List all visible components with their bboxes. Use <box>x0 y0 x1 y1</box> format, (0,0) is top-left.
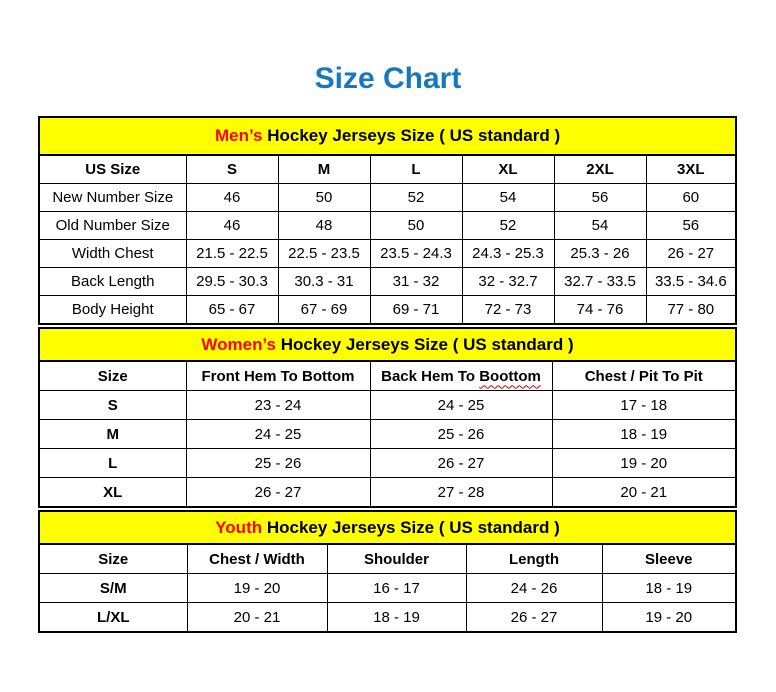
size-tables <box>38 116 735 633</box>
section-header-highlight: Youth <box>215 517 263 537</box>
value-cell: 21.5 - 22.5 <box>186 240 278 268</box>
value-cell: 26 - 27 <box>646 240 736 268</box>
value-cell: 52 <box>462 212 554 240</box>
column-header: S <box>186 155 278 184</box>
value-cell: 33.5 - 34.6 <box>646 268 736 296</box>
value-cell: 46 <box>186 184 278 212</box>
column-header: Sleeve <box>602 544 736 574</box>
table-row <box>39 603 736 633</box>
column-header-row <box>39 155 736 184</box>
value-cell: 74 - 76 <box>554 296 646 325</box>
row-label: M <box>39 420 186 449</box>
section-header-womens <box>39 328 736 361</box>
table-row <box>39 574 736 603</box>
value-cell: 20 - 21 <box>187 603 327 633</box>
value-cell: 23 - 24 <box>186 391 370 420</box>
row-label: S/M <box>39 574 187 603</box>
column-header: 2XL <box>554 155 646 184</box>
column-header: Front Hem To Bottom <box>186 361 370 391</box>
value-cell: 56 <box>554 184 646 212</box>
size-table-youth <box>38 510 737 633</box>
value-cell: 46 <box>186 212 278 240</box>
column-header-row <box>39 544 736 574</box>
value-cell: 69 - 71 <box>370 296 462 325</box>
value-cell: 54 <box>462 184 554 212</box>
value-cell: 30.3 - 31 <box>278 268 370 296</box>
column-header: US Size <box>39 155 186 184</box>
section-band-row <box>39 117 736 155</box>
value-cell: 60 <box>646 184 736 212</box>
value-cell: 54 <box>554 212 646 240</box>
value-cell: 19 - 20 <box>187 574 327 603</box>
value-cell: 24 - 25 <box>186 420 370 449</box>
table-row <box>39 240 736 268</box>
value-cell: 67 - 69 <box>278 296 370 325</box>
column-header <box>370 361 552 391</box>
column-header: Size <box>39 361 186 391</box>
value-cell: 27 - 28 <box>370 478 552 508</box>
value-cell: 48 <box>278 212 370 240</box>
row-label: Width Chest <box>39 240 186 268</box>
column-header: 3XL <box>646 155 736 184</box>
column-header: M <box>278 155 370 184</box>
value-cell: 19 - 20 <box>602 603 736 633</box>
row-label: Old Number Size <box>39 212 186 240</box>
value-cell: 17 - 18 <box>552 391 736 420</box>
value-cell: 18 - 19 <box>602 574 736 603</box>
table-row <box>39 478 736 508</box>
row-label: Body Height <box>39 296 186 325</box>
value-cell: 25 - 26 <box>370 420 552 449</box>
value-cell: 26 - 27 <box>186 478 370 508</box>
value-cell: 31 - 32 <box>370 268 462 296</box>
value-cell: 18 - 19 <box>552 420 736 449</box>
column-header: Chest / Width <box>187 544 327 574</box>
column-header: Shoulder <box>327 544 466 574</box>
section-band-row <box>39 328 736 361</box>
row-label: New Number Size <box>39 184 186 212</box>
value-cell: 22.5 - 23.5 <box>278 240 370 268</box>
section-header-mens <box>39 117 736 155</box>
value-cell: 32.7 - 33.5 <box>554 268 646 296</box>
value-cell: 32 - 32.7 <box>462 268 554 296</box>
table-row <box>39 268 736 296</box>
section-band-row <box>39 511 736 544</box>
value-cell: 56 <box>646 212 736 240</box>
value-cell: 50 <box>370 212 462 240</box>
row-label: L <box>39 449 186 478</box>
value-cell: 25.3 - 26 <box>554 240 646 268</box>
table-row <box>39 420 736 449</box>
table-row <box>39 449 736 478</box>
value-cell: 24 - 25 <box>370 391 552 420</box>
section-header-text: Hockey Jerseys Size ( US standard ) <box>262 126 561 145</box>
value-cell: 65 - 67 <box>186 296 278 325</box>
value-cell: 19 - 20 <box>552 449 736 478</box>
column-header: XL <box>462 155 554 184</box>
section-header-highlight: Men’s <box>214 126 263 145</box>
table-row <box>39 391 736 420</box>
column-header-row <box>39 361 736 391</box>
table-row <box>39 296 736 325</box>
column-header: L <box>370 155 462 184</box>
table-row <box>39 184 736 212</box>
row-label: Back Length <box>39 268 186 296</box>
column-header: Length <box>466 544 602 574</box>
value-cell: 16 - 17 <box>327 574 466 603</box>
value-cell: 50 <box>278 184 370 212</box>
page-title: Size Chart <box>314 62 462 95</box>
table-row <box>39 212 736 240</box>
value-cell: 24 - 26 <box>466 574 602 603</box>
value-cell: 26 - 27 <box>370 449 552 478</box>
value-cell: 72 - 73 <box>462 296 554 325</box>
row-label: L/XL <box>39 603 187 633</box>
column-header-text: Back Hem To <box>381 367 480 385</box>
section-header-text: Hockey Jerseys Size ( US standard ) <box>262 517 560 537</box>
value-cell: 18 - 19 <box>327 603 466 633</box>
value-cell: 23.5 - 24.3 <box>370 240 462 268</box>
section-header-text: Hockey Jerseys Size ( US standard ) <box>276 334 574 354</box>
value-cell: 77 - 80 <box>646 296 736 325</box>
size-table-mens <box>38 116 737 325</box>
value-cell: 20 - 21 <box>552 478 736 508</box>
value-cell: 52 <box>370 184 462 212</box>
value-cell: 29.5 - 30.3 <box>186 268 278 296</box>
column-header: Size <box>39 544 187 574</box>
row-label: S <box>39 391 186 420</box>
value-cell: 25 - 26 <box>186 449 370 478</box>
value-cell: 24.3 - 25.3 <box>462 240 554 268</box>
row-label: XL <box>39 478 186 508</box>
column-header: Chest / Pit To Pit <box>552 361 736 391</box>
section-header-highlight: Women’s <box>201 334 276 354</box>
size-table-womens <box>38 327 737 508</box>
section-header-youth <box>39 511 736 544</box>
value-cell: 26 - 27 <box>466 603 602 633</box>
misspelled-word: Boottom <box>479 367 541 385</box>
